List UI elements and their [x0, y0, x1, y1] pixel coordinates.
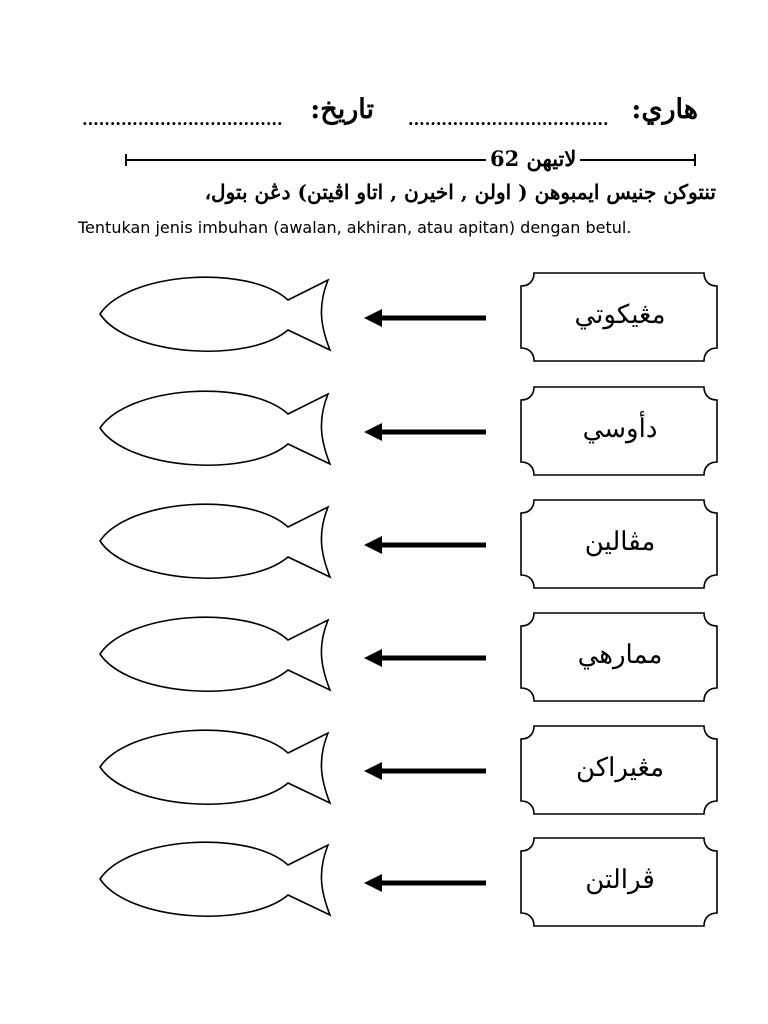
- fish-answer-box[interactable]: [98, 497, 334, 585]
- exercise-title: لاتيهن 62: [486, 148, 580, 169]
- fish-answer-box[interactable]: [98, 610, 334, 698]
- list-item: [0, 497, 768, 597]
- list-item: [0, 270, 768, 370]
- arrow-left-icon: [364, 648, 488, 668]
- word-text: ممارهي: [577, 640, 663, 670]
- day-label: هاري:: [631, 94, 698, 125]
- day-blank-line[interactable]: ....................................: [408, 112, 609, 128]
- arrow-left-icon: [364, 535, 488, 555]
- list-item: [0, 384, 768, 484]
- arrow-left-icon: [364, 761, 488, 781]
- word-text: مڤالين: [584, 527, 656, 557]
- list-item: [0, 723, 768, 823]
- word-text: مڠيكوتي: [574, 300, 666, 330]
- list-item: [0, 610, 768, 710]
- instruction-jawi: تنتوكن جنيس ايمبوهن ( اولن , اخيرن , اتاو اڤيتن) دڠن بتول،: [204, 180, 716, 204]
- word-text: ڤرالتن: [585, 865, 655, 895]
- date-blank-line[interactable]: ....................................: [82, 112, 283, 128]
- word-text: دأوسي: [582, 414, 658, 444]
- arrow-left-icon: [364, 422, 488, 442]
- arrow-left-icon: [364, 873, 488, 893]
- word-text: مڠيراكن: [575, 753, 665, 783]
- fish-answer-box[interactable]: [98, 270, 334, 358]
- fish-answer-box[interactable]: [98, 723, 334, 811]
- list-item: [0, 835, 768, 935]
- fish-answer-box[interactable]: [98, 384, 334, 472]
- instruction-rumi: Tentukan jenis imbuhan (awalan, akhiran, atau apitan) dengan betul.: [78, 218, 632, 237]
- fish-answer-box[interactable]: [98, 835, 334, 923]
- date-label: تاريخ:: [310, 94, 374, 125]
- arrow-left-icon: [364, 308, 488, 328]
